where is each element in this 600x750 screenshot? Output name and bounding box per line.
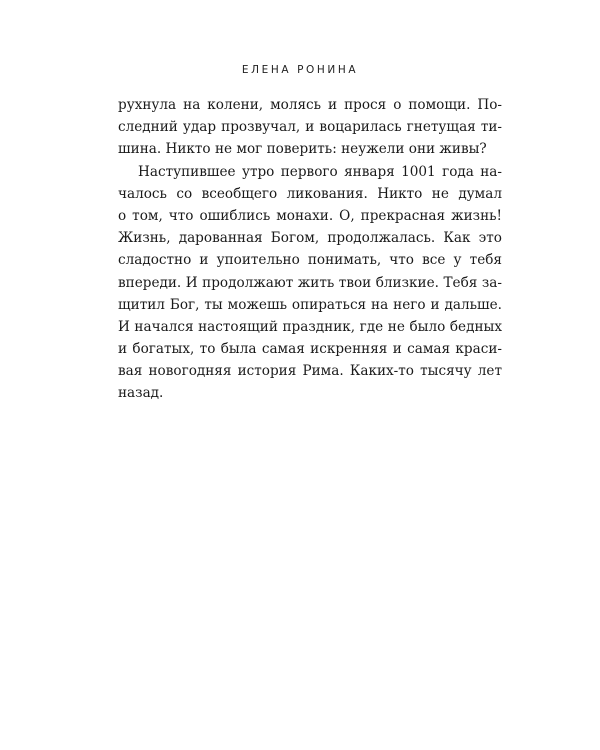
text-line: вая новогодняя история Рима. Каких-то тысячу лет [118,363,502,380]
text-line: и богатых, то была самая искренняя и самая краси- [118,341,502,358]
text-line: впереди. И продолжают жить твои близкие. Тебя за- [118,274,502,291]
text-line: чалось со всеобщего ликования. Никто не думал [118,185,502,202]
text-line: Жизнь, дарованная Богом, продолжалась. Как это [118,230,502,247]
text-line: назад. [118,385,164,402]
text-line: рухнула на колени, молясь и прося о помощи. По- [118,97,502,113]
text-line: И начался настоящий праздник, где не было бедных [118,318,502,335]
paragraph [118,161,502,405]
text-line: щитил Бог, ты можешь опираться на него и дальше. [118,296,502,313]
text-line: шина. Никто не мог поверить: неужели они живы? [118,141,487,158]
text-line: о том, что ошиблись монахи. О, прекрасная жизнь! [118,207,502,224]
body-text [118,94,502,405]
running-head-author: ЕЛЕНА РОНИНА [241,64,359,76]
paragraph [118,94,502,161]
text-line: Наступившее утро первого января 1001 года на- [138,163,502,180]
text-line: следний удар прозвучал, и воцарилась гнетущая ти- [118,119,502,136]
text-line: сладостно и упоительно понимать, что все у тебя [118,252,502,269]
